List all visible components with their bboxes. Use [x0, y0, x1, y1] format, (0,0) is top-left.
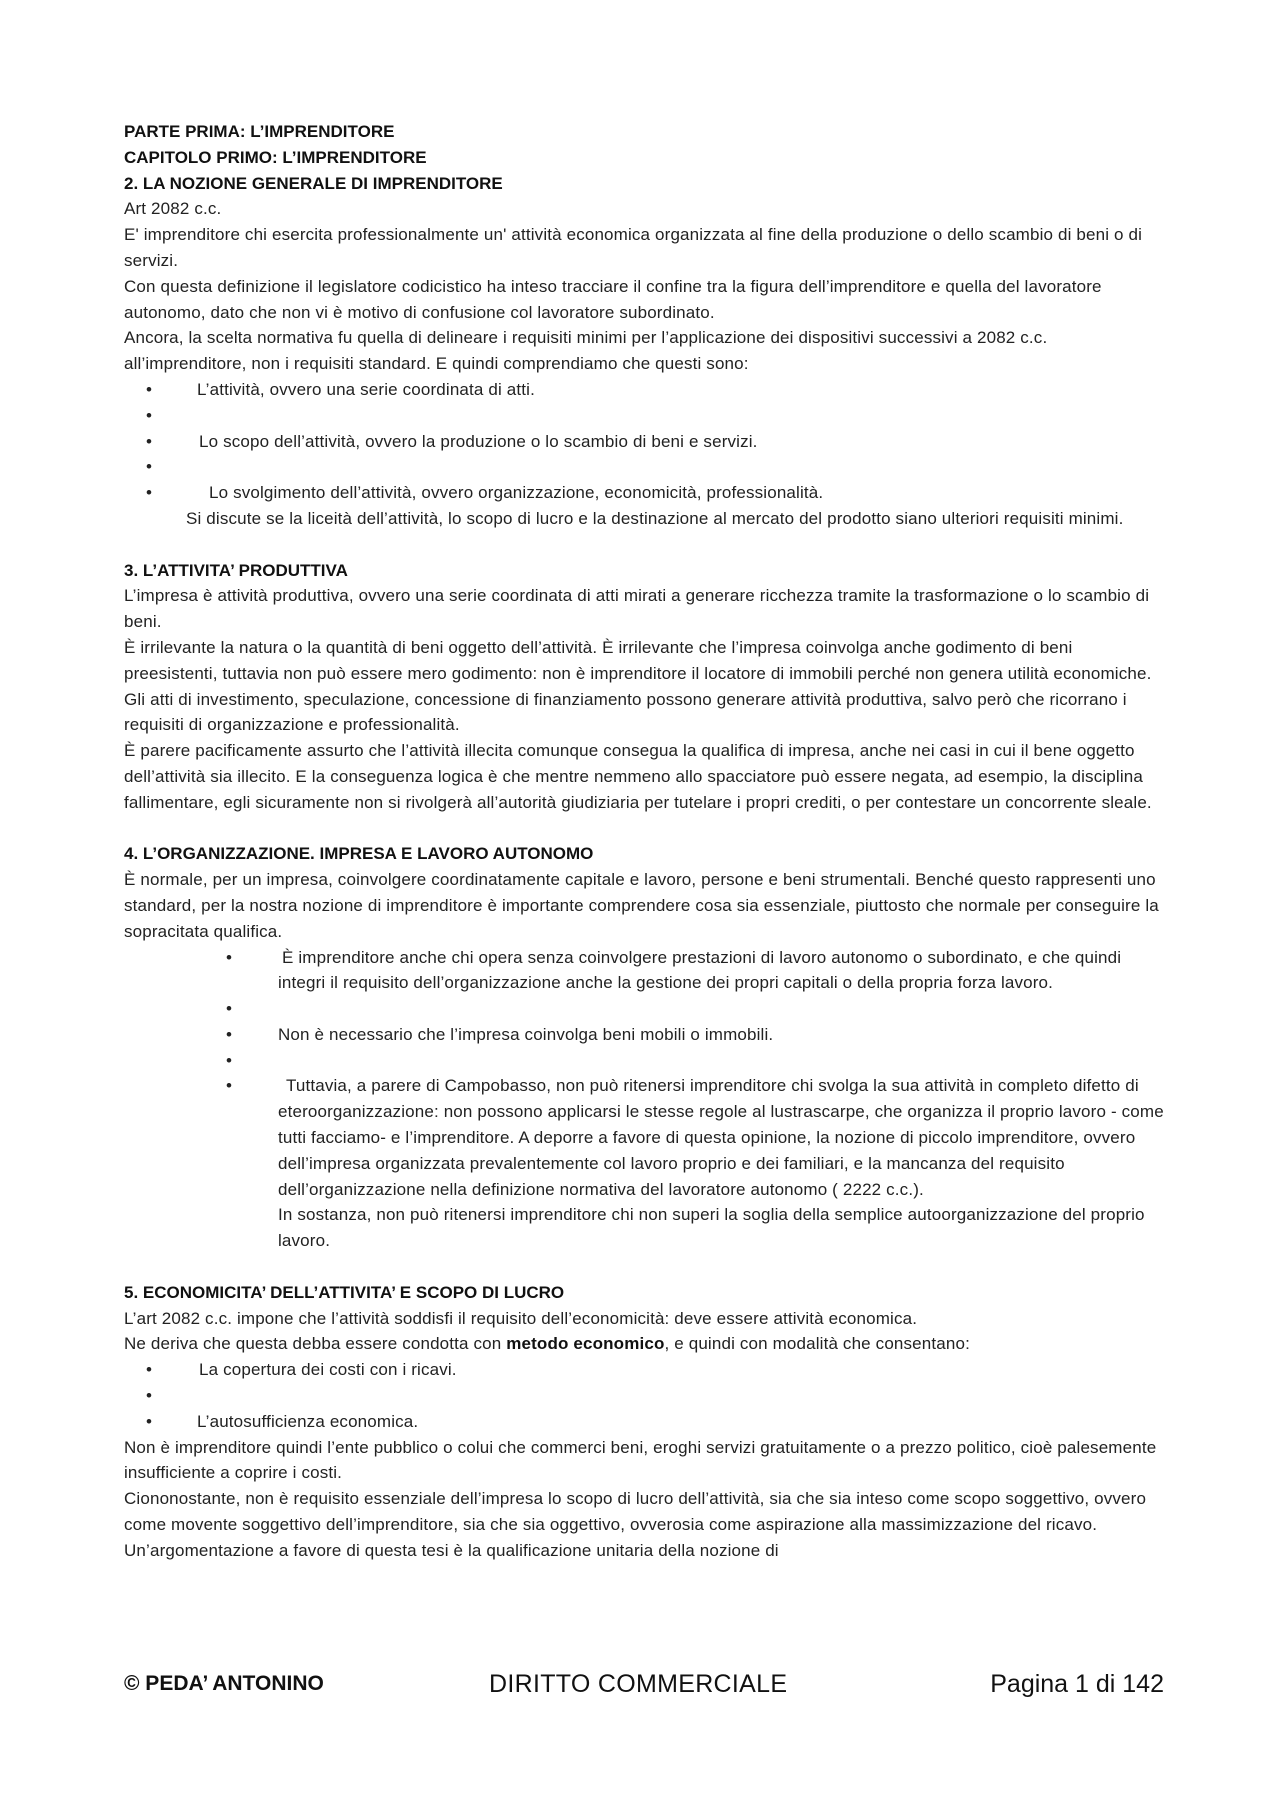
section-4-heading: 4. L’ORGANIZZAZIONE. IMPRESA E LAVORO AUTONOMO — [124, 844, 594, 864]
list-item — [124, 429, 1164, 455]
paragraph-text: Ne deriva che questa debba essere condotta con — [124, 1334, 507, 1354]
section-5-paragraph-4: Ciononostante, non è requisito essenziale dell’impresa lo scopo di lucro dell’attività, sia che sia inteso come scopo soggettivo, ovvero come movente soggettivo dell’imprenditore, sia che sia oggettivo, ovverosia come aspirazione alla massimizzazione del ricavo. Un’argomentazione a favore di questa tesi è la qualificazione unitaria della nozione di — [124, 1489, 1147, 1560]
list-item — [124, 1073, 1164, 1254]
section-2-note: Si discute se la liceità dell’attività, lo scopo di lucro e la destinazione al mercato del prodotto siano ulteriori requisiti minimi. — [186, 508, 1124, 528]
section-5-bullet-list — [124, 1357, 1164, 1434]
section-5-paragraph-1: L’art 2082 c.c. impone che l’attività soddisfi il requisito dell’economicità: deve essere attività economica. — [124, 1308, 918, 1328]
list-item-text: È imprenditore anche chi opera senza coinvolgere prestazioni di lavoro autonomo o subordinato, e che quindi integri il requisito dell’organizzazione anche la gestione dei propri capitali o della propria forza lavoro. — [278, 947, 1122, 993]
footer-page-number: Pagina 1 di 142 — [990, 1670, 1164, 1698]
section-5-paragraph-3: Non è imprenditore quindi l’ente pubblico o colui che commerci beni, eroghi servizi gratuitamente o a prezzo politico, cioè palesemente insufficiente a coprire i costi. — [124, 1437, 1157, 1483]
list-item — [124, 945, 1164, 997]
list-item — [124, 1409, 1164, 1435]
section-3-heading: 3. L’ATTIVITA’ PRODUTTIVA — [124, 560, 348, 580]
section-3-paragraph-3: È parere pacificamente assurto che l’attività illecita comunque consegua la qualifica di impresa, anche nei casi in cui il bene oggetto dell’attività sia illecito. E la conseguenza logica è che mentre nemmeno allo spacciatore può essere negata, ad esempio, la disciplina fallimentare, egli sicuramente non si rivolgerà all’autorità giudiziaria per tutelare i propri crediti, o per contestare un concorrente sleale. — [124, 741, 1152, 812]
section-spacer — [124, 1254, 1164, 1280]
list-item — [124, 480, 1164, 506]
list-spacer — [124, 1383, 1164, 1409]
list-item-text: Tuttavia, a parere di Campobasso, non può ritenersi imprenditore chi svolga la sua attività in completo difetto di eteroorganizzazione: non possono applicarsi le stesse regole al lustrascarpe, che organizza il proprio lavoro - come tutti facciamo- e l’imprenditore. A deporre a favore di questa opinione, la nozione di piccolo imprenditore, ovvero dell’impresa organizzata prevalentemente col lavoro proprio e dei familiari, e la mancanza del requisito dell’organizzazione nella definizione normativa del lavoratore autonomo ( 2222 c.c.). — [278, 1076, 1164, 1199]
list-item-text: L’attività, ovvero una serie coordinata di atti. — [197, 379, 535, 399]
list-item-continuation: In sostanza, non può ritenersi imprenditore chi non superi la soglia della semplice autoorganizzazione del proprio lavoro. — [278, 1205, 1145, 1251]
list-spacer — [124, 996, 1164, 1022]
section-spacer — [124, 532, 1164, 558]
section-2-heading: 2. LA NOZIONE GENERALE DI IMPRENDITORE — [124, 173, 503, 193]
list-spacer — [124, 403, 1164, 429]
chapter-title: CAPITOLO PRIMO: L’IMPRENDITORE — [124, 147, 427, 167]
list-item-text: Lo scopo dell’attività, ovvero la produzione o lo scambio di beni e servizi. — [199, 431, 758, 451]
list-item — [124, 1022, 1164, 1048]
list-item-text: L’autosufficienza economica. — [197, 1411, 419, 1431]
list-item-text: La copertura dei costi con i ricavi. — [199, 1360, 457, 1380]
list-item — [124, 377, 1164, 403]
page-content — [124, 119, 1164, 1564]
page-footer — [124, 1670, 1164, 1704]
section-2-paragraph-2: Con questa definizione il legislatore codicistico ha inteso tracciare il confine tra la figura dell’imprenditore e quella del lavoratore autonomo, dato che non vi è motivo di confusione col lavoratore subordinato. — [124, 276, 1102, 322]
bold-term: metodo economico — [506, 1334, 665, 1354]
footer-author: © PEDA’ ANTONINO — [124, 1672, 324, 1695]
section-3-paragraph-1: L’impresa è attività produttiva, ovvero una serie coordinata di atti mirati a generare ricchezza tramite la trasformazione o lo scambio di beni. — [124, 586, 1150, 632]
paragraph-text: , e quindi con modalità che consentano: — [664, 1334, 970, 1354]
section-4-bullet-list — [124, 945, 1164, 1255]
list-item-text: Lo svolgimento dell’attività, ovvero organizzazione, economicità, professionalità. — [209, 483, 824, 503]
section-5-heading: 5. ECONOMICITA’ DELL’ATTIVITA’ E SCOPO DI LUCRO — [124, 1282, 565, 1302]
list-item-text: Non è necessario che l’impresa coinvolga beni mobili o immobili. — [278, 1024, 774, 1044]
list-spacer — [124, 1048, 1164, 1074]
section-5-paragraph-2 — [124, 1331, 1164, 1357]
part-title: PARTE PRIMA: L’IMPRENDITORE — [124, 122, 395, 141]
list-spacer — [124, 454, 1164, 480]
section-4-paragraph-1: È normale, per un impresa, coinvolgere coordinatamente capitale e lavoro, persone e beni strumentali. Benché questo rappresenti uno standard, per la nostra nozione di imprenditore è importante comprendere cosa sia essenziale, piuttosto che normale per conseguire la sopracitata qualifica. — [124, 870, 1159, 941]
section-2-paragraph-1: E' imprenditore chi esercita professionalmente un' attività economica organizzata al fine della produzione o dello scambio di beni o di servizi. — [124, 225, 1143, 270]
list-item — [124, 1357, 1164, 1383]
section-3-paragraph-2: È irrilevante la natura o la quantità di beni oggetto dell’attività. È irrilevante che l’impresa coinvolga anche godimento di beni preesistenti, tuttavia non può essere mero godimento: non è imprenditore il locatore di immobili perché non genera utilità economiche. Gli atti di investimento, speculazione, concessione di finanziamento possono generare attività produttiva, salvo però che ricorrano i requisiti di organizzazione e professionalità. — [124, 637, 1152, 735]
footer-subject: DIRITTO COMMERCIALE — [489, 1670, 788, 1698]
section-2-article: Art 2082 c.c. — [124, 199, 222, 219]
section-2-paragraph-3: Ancora, la scelta normativa fu quella di delineare i requisiti minimi per l’applicazione dei dispositivi successivi a 2082 c.c. all’imprenditore, non i requisiti standard. E quindi comprendiamo che questi sono: — [124, 328, 1048, 374]
section-2-bullet-list — [124, 377, 1164, 506]
section-spacer — [124, 816, 1164, 842]
